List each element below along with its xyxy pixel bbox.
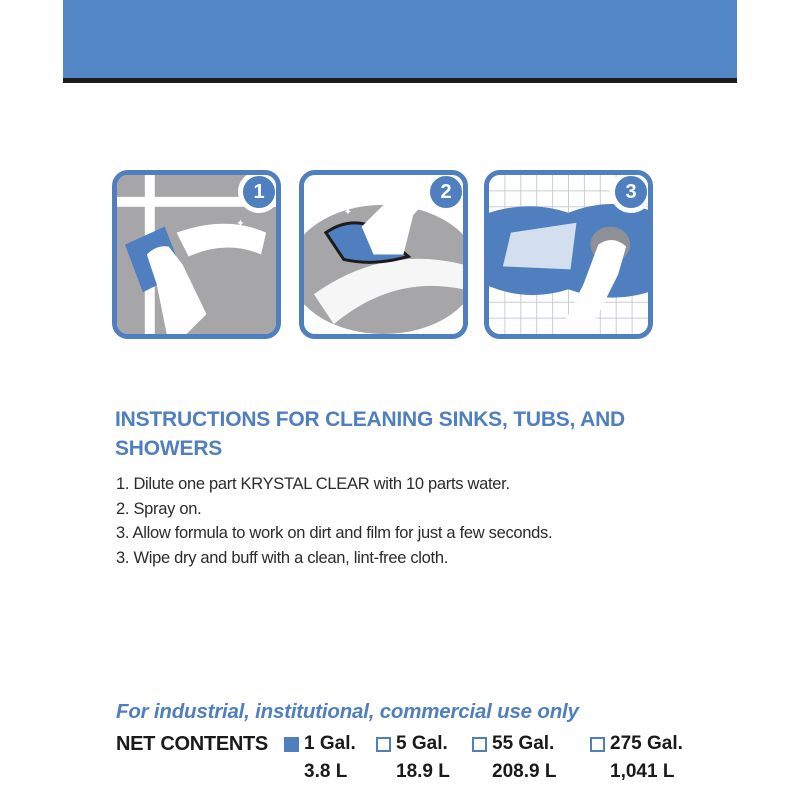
step-1-illustration — [112, 170, 281, 339]
instruction-step: 1. Dilute one part KRYSTAL CLEAR with 10 parts water. — [116, 475, 510, 493]
instruction-step: 2. Spray on. — [116, 499, 202, 518]
step-3-illustration — [484, 170, 653, 339]
size-checkbox[interactable] — [590, 737, 605, 752]
usage-note: For industrial, institutional, commercial use only — [116, 700, 579, 723]
size-checkbox[interactable] — [472, 737, 487, 752]
size-liters: 208.9 L — [492, 761, 557, 782]
size-checkbox[interactable] — [376, 737, 391, 752]
size-liters: 18.9 L — [396, 761, 450, 782]
step-number-badge: 1 — [238, 171, 280, 213]
size-checkbox[interactable] — [284, 737, 299, 752]
size-liters: 3.8 L — [304, 761, 348, 782]
header-banner — [63, 0, 737, 83]
size-gallons: 55 Gal. — [492, 733, 555, 754]
size-gallons: 1 Gal. — [304, 733, 356, 754]
instruction-steps — [116, 472, 552, 570]
step-number-badge: 3 — [610, 171, 652, 213]
size-gallons: 275 Gal. — [610, 733, 683, 754]
net-contents-label: NET CONTENTS — [116, 733, 268, 755]
instruction-step: 3. Allow formula to work on dirt and film for just a few seconds. — [116, 524, 553, 542]
size-liters: 1,041 L — [610, 761, 675, 782]
step-number-badge: 2 — [425, 171, 467, 213]
svg-text:✦: ✦ — [343, 206, 353, 218]
instruction-step: 3. Wipe dry and buff with a clean, lint-free cloth. — [116, 548, 448, 567]
step-2-illustration — [299, 170, 468, 339]
instructions-title: INSTRUCTIONS FOR CLEANING SINKS, TUBS, AND SHOWERS — [115, 408, 625, 460]
svg-text:✦: ✦ — [236, 218, 245, 230]
size-gallons: 5 Gal. — [396, 733, 448, 754]
